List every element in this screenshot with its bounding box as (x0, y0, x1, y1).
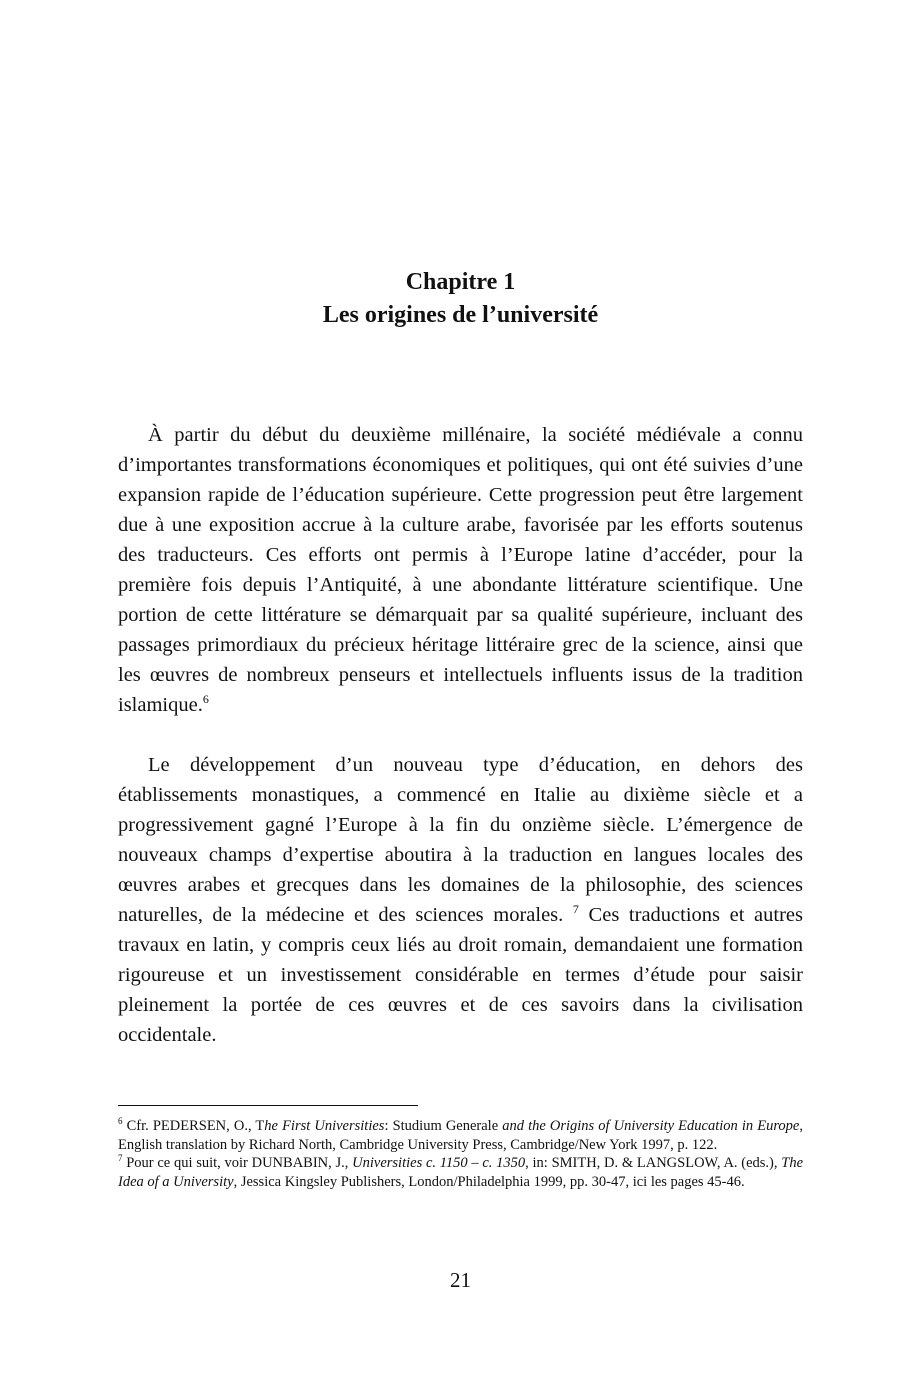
footnote-text: Cfr. PEDERSEN, O., T (126, 1118, 265, 1134)
footnote-text: Pour ce qui suit, voir DUNBABIN, J., (126, 1155, 353, 1171)
chapter-number: Chapitre 1 (405, 269, 516, 295)
footnote-italic-text: Universities c. 1150 – c. 1350 (352, 1155, 526, 1171)
footnote-ref-6: 6 (202, 692, 209, 707)
footnote-text: , in: SMITH, D. & LANGSLOW, A. (eds.), (525, 1155, 782, 1171)
footnote-text: : Studium Generale (384, 1118, 503, 1134)
paragraph-1-text: À partir du début du deuxième millénaire, la société médiévale a connu d’importantes transformations économiques et politiques, qui ont été suivies d’une expansion rapide de l’éducation supérieure. Cette progression peut être largement due à une exposition accrue à la culture arabe, favorisée par les efforts soutenus des traducteurs. Ces efforts ont permis à l’Europe latine d’accéder, pour la première fois depuis l’Antiquité, à une abondante littérature scientifique. Une portion de cette littérature se démarquait par sa qualité supérieure, incluant des passages primordiaux du précieux héritage littéraire grec de la science, ainsi que les œuvres de nombreux penseurs et intellectuels influents issus de la tradition islamique. (118, 424, 803, 716)
footnote-number: 7 (118, 1153, 123, 1164)
footnote-separator (118, 1105, 418, 1106)
paragraph-2-text-before: Le développement d’un nouveau type d’éducation, en dehors des établissements monastiques, a commencé en Italie au dixième siècle et a progressivement gagné l’Europe à la fin du onzième siècle. L’émergence de nouveaux champs d’expertise aboutira à la traduction en langues locales des œuvres arabes et grecques dans les domaines de la philosophie, des sciences naturelles, de la médecine et des sciences morales. (118, 754, 803, 926)
paragraph-2-text-after: Ces traductions et autres travaux en latin, y compris ceux liés au droit romain, demandaient une formation rigoureuse et un investissement considérable en termes d’étude pour saisir pleinement la portée de ces œuvres et de ces savoirs dans la civilisation occidentale. (118, 904, 803, 1046)
footnote-italic-text: and the Origins of University Education in Europe (502, 1118, 800, 1134)
body-text (118, 420, 803, 1050)
page-number: 21 (450, 1268, 471, 1292)
chapter-heading (118, 266, 803, 332)
footnote-number: 6 (118, 1116, 123, 1127)
footnote-text: , English translation by Richard North, Cambridge University Press, Cambridge/New York 1997, p. 122. (118, 1118, 803, 1153)
footnote-7 (118, 1154, 803, 1191)
paragraph-1 (118, 420, 803, 720)
footnote-ref-7: 7 (572, 902, 579, 917)
footnote-6 (118, 1117, 803, 1154)
chapter-title: Les origines de l’université (322, 302, 599, 328)
footnote-italic-text: he First Universities (264, 1118, 385, 1134)
paragraph-2 (118, 750, 803, 1050)
footnote-text: , Jessica Kingsley Publishers, London/Philadelphia 1999, pp. 30-47, ici les pages 45-46. (233, 1173, 745, 1190)
footnote-italic-text: The Idea of a University (118, 1155, 803, 1190)
footnotes (118, 1117, 803, 1191)
